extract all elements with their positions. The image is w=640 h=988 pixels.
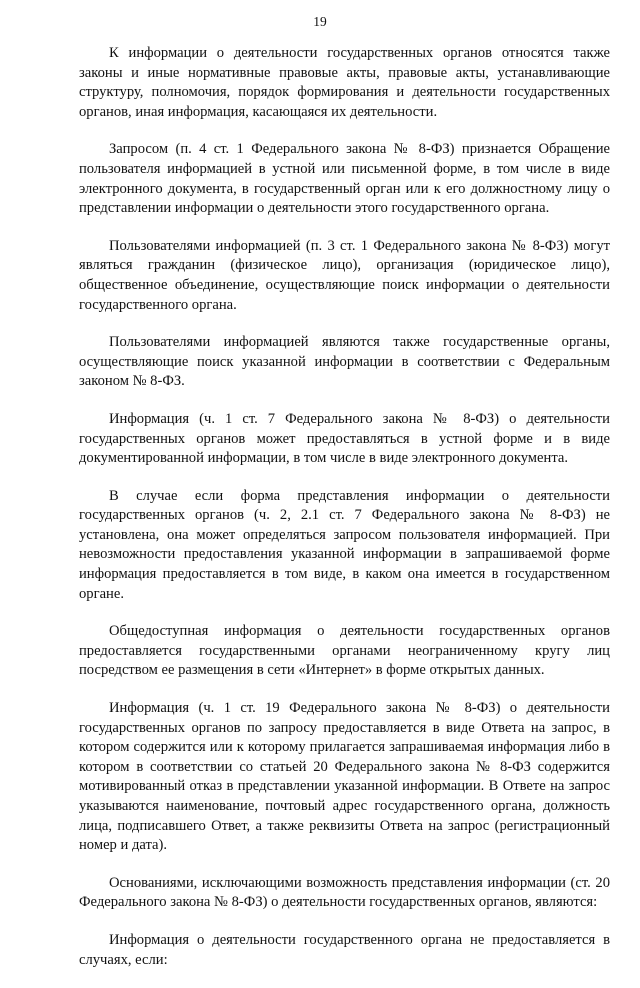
paragraph-not-provided-cases: Информация о деятельности государственного органа не предоставляется в случаях, если: xyxy=(79,931,610,968)
paragraph-info-users: Пользователями информацией (п. 3 ст. 1 Федерального закона № 8-ФЗ) могут являться гражданин (физическое лицо), организация (юридическое лицо), общественное объединение, осуществляющие поиск информации о деятельности государственного органа. xyxy=(79,237,610,313)
paragraph-info-scope: К информации о деятельности государственных органов относятся также законы и иные нормативные правовые акты, правовые акты, устанавливающие структуру, полномочия, порядок формирования и деятельности государственных органов, иная информация, касающаяся их деятельности. xyxy=(79,45,610,120)
document-body xyxy=(79,44,610,988)
paragraph-provision-forms: Информация (ч. 1 ст. 7 Федерального закона № 8-ФЗ) о деятельности государственных органов может предоставляться в устной форме и в виде документированной информации, в том числе в виде электронного документа. xyxy=(79,410,610,467)
paragraph-refusal-grounds: Основаниями, исключающими возможность представления информации (ст. 20 Федерального закона № 8-ФЗ) о деятельности государственных органов, являются: xyxy=(79,874,610,911)
page-number: 19 xyxy=(313,14,327,29)
paragraph-public-info: Общедоступная информация о деятельности государственных органов предоставляется государственными органами неограниченному кругу лиц посредством ее размещения в сети «Интернет» в форме открытых данных. xyxy=(79,623,610,679)
paragraph-state-bodies-users: Пользователями информацией являются также государственные органы, осуществляющие поиск указанной информации в соответствии с Федеральным законом № 8-ФЗ. xyxy=(79,334,610,390)
paragraph-request-answer: Информация (ч. 1 ст. 19 Федерального закона № 8-ФЗ) о деятельности государственных органов по запросу предоставляется в виде Ответа на запрос, в котором содержится или к которому прилагается запрашиваемая информация либо в котором в соответствии со статьей 20 Федерального закона № 8-ФЗ содержится мотивированный отказ в представлении указанной информации. В Ответе на запрос указываются наименование, почтовый адрес государственного органа, должность лица, подписавшего Ответ, а также реквизиты Ответа на запрос (регистрационный номер и дата). xyxy=(79,700,610,854)
paragraph-request-definition: Запросом (п. 4 ст. 1 Федерального закона № 8-ФЗ) признается Обращение пользователя информацией в устной или письменной форме, в том числе в виде электронного документа, в государственный орган или к его должностному лицу о представлении информации о деятельности этого государственного органа. xyxy=(79,141,610,217)
paragraph-form-not-set: В случае если форма представления информации о деятельности государственных органов (ч. 2, 2.1 ст. 7 Федерального закона № 8-ФЗ) не установлена, она может определяться запросом пользователя информацией. При невозможности предоставления указанной информации в запрашиваемой форме информация предоставляется в том виде, в каком она имеется в государственном органе. xyxy=(79,487,610,602)
